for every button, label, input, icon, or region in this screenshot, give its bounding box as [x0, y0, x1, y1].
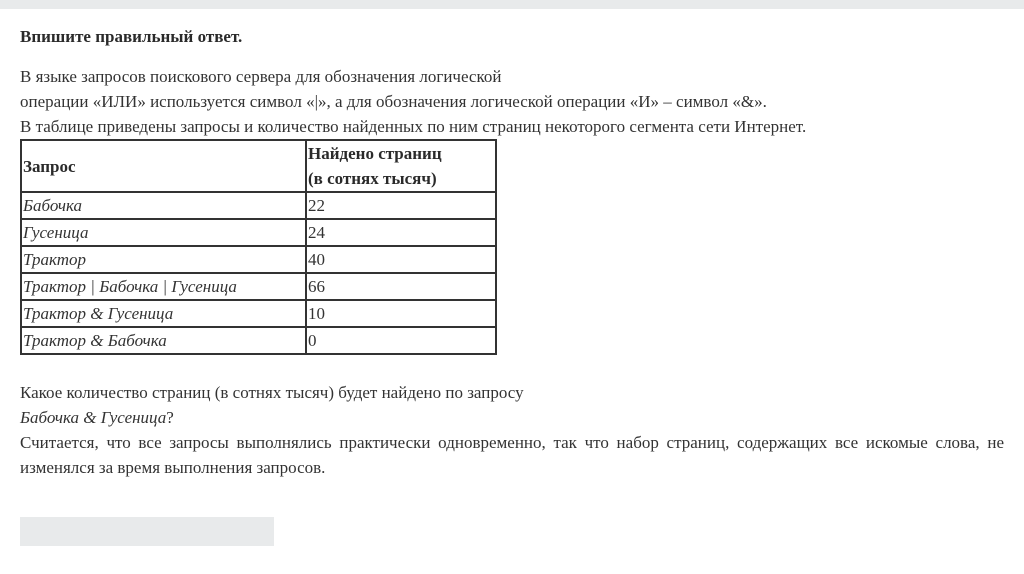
question-mark: ?: [166, 408, 174, 427]
row-count: 10: [306, 300, 496, 327]
row-query: Трактор & Бабочка: [21, 327, 306, 354]
question-query-line: [20, 405, 1004, 430]
header-found: [306, 140, 496, 192]
row-count: 40: [306, 246, 496, 273]
question-line: Какое количество страниц (в сотнях тысяч) будет найдено по запросу: [20, 383, 524, 402]
answer-input[interactable]: [20, 517, 274, 546]
table-row: [21, 327, 496, 354]
table-header-row: [21, 140, 496, 192]
table-row: [21, 192, 496, 219]
row-query: Трактор | Бабочка | Гусеница: [21, 273, 306, 300]
question-note: Считается, что все запросы выполнялись практически одновременно, так что набор страниц, содержащих все искомые слова, не изменялся за время выполнения запросов.: [20, 433, 1004, 477]
row-count: 22: [306, 192, 496, 219]
intro-line-3: В таблице приведены запросы и количество найденных по ним страниц некоторого сегмента сети Интернет.: [20, 117, 807, 136]
table-row: [21, 300, 496, 327]
table-row: [21, 273, 496, 300]
task-content: [20, 24, 1004, 480]
row-count: 66: [306, 273, 496, 300]
top-bar: [0, 0, 1024, 9]
queries-table: [20, 139, 497, 355]
task-instruction: Впишите правильный ответ.: [20, 27, 243, 46]
intro-line-1: В языке запросов поискового сервера для обозначения логической: [20, 67, 502, 86]
row-count: 0: [306, 327, 496, 354]
table-row: [21, 246, 496, 273]
intro-line-2: операции «ИЛИ» используется символ «|», а для обозначения логической операции «И» – символ «&».: [20, 92, 767, 111]
header-query: Запрос: [21, 140, 306, 192]
row-query: Трактор: [21, 246, 306, 273]
header-found-line-2: (в сотнях тысяч): [308, 169, 437, 188]
question-block: [20, 380, 1004, 480]
question-query: Бабочка & Гусеница: [20, 408, 167, 427]
header-found-line-1: Найдено страниц: [308, 144, 442, 163]
row-count: 24: [306, 219, 496, 246]
row-query: Бабочка: [21, 192, 306, 219]
table-row: [21, 219, 496, 246]
row-query: Трактор & Гусеница: [21, 300, 306, 327]
task-intro: [20, 64, 1004, 139]
row-query: Гусеница: [21, 219, 306, 246]
